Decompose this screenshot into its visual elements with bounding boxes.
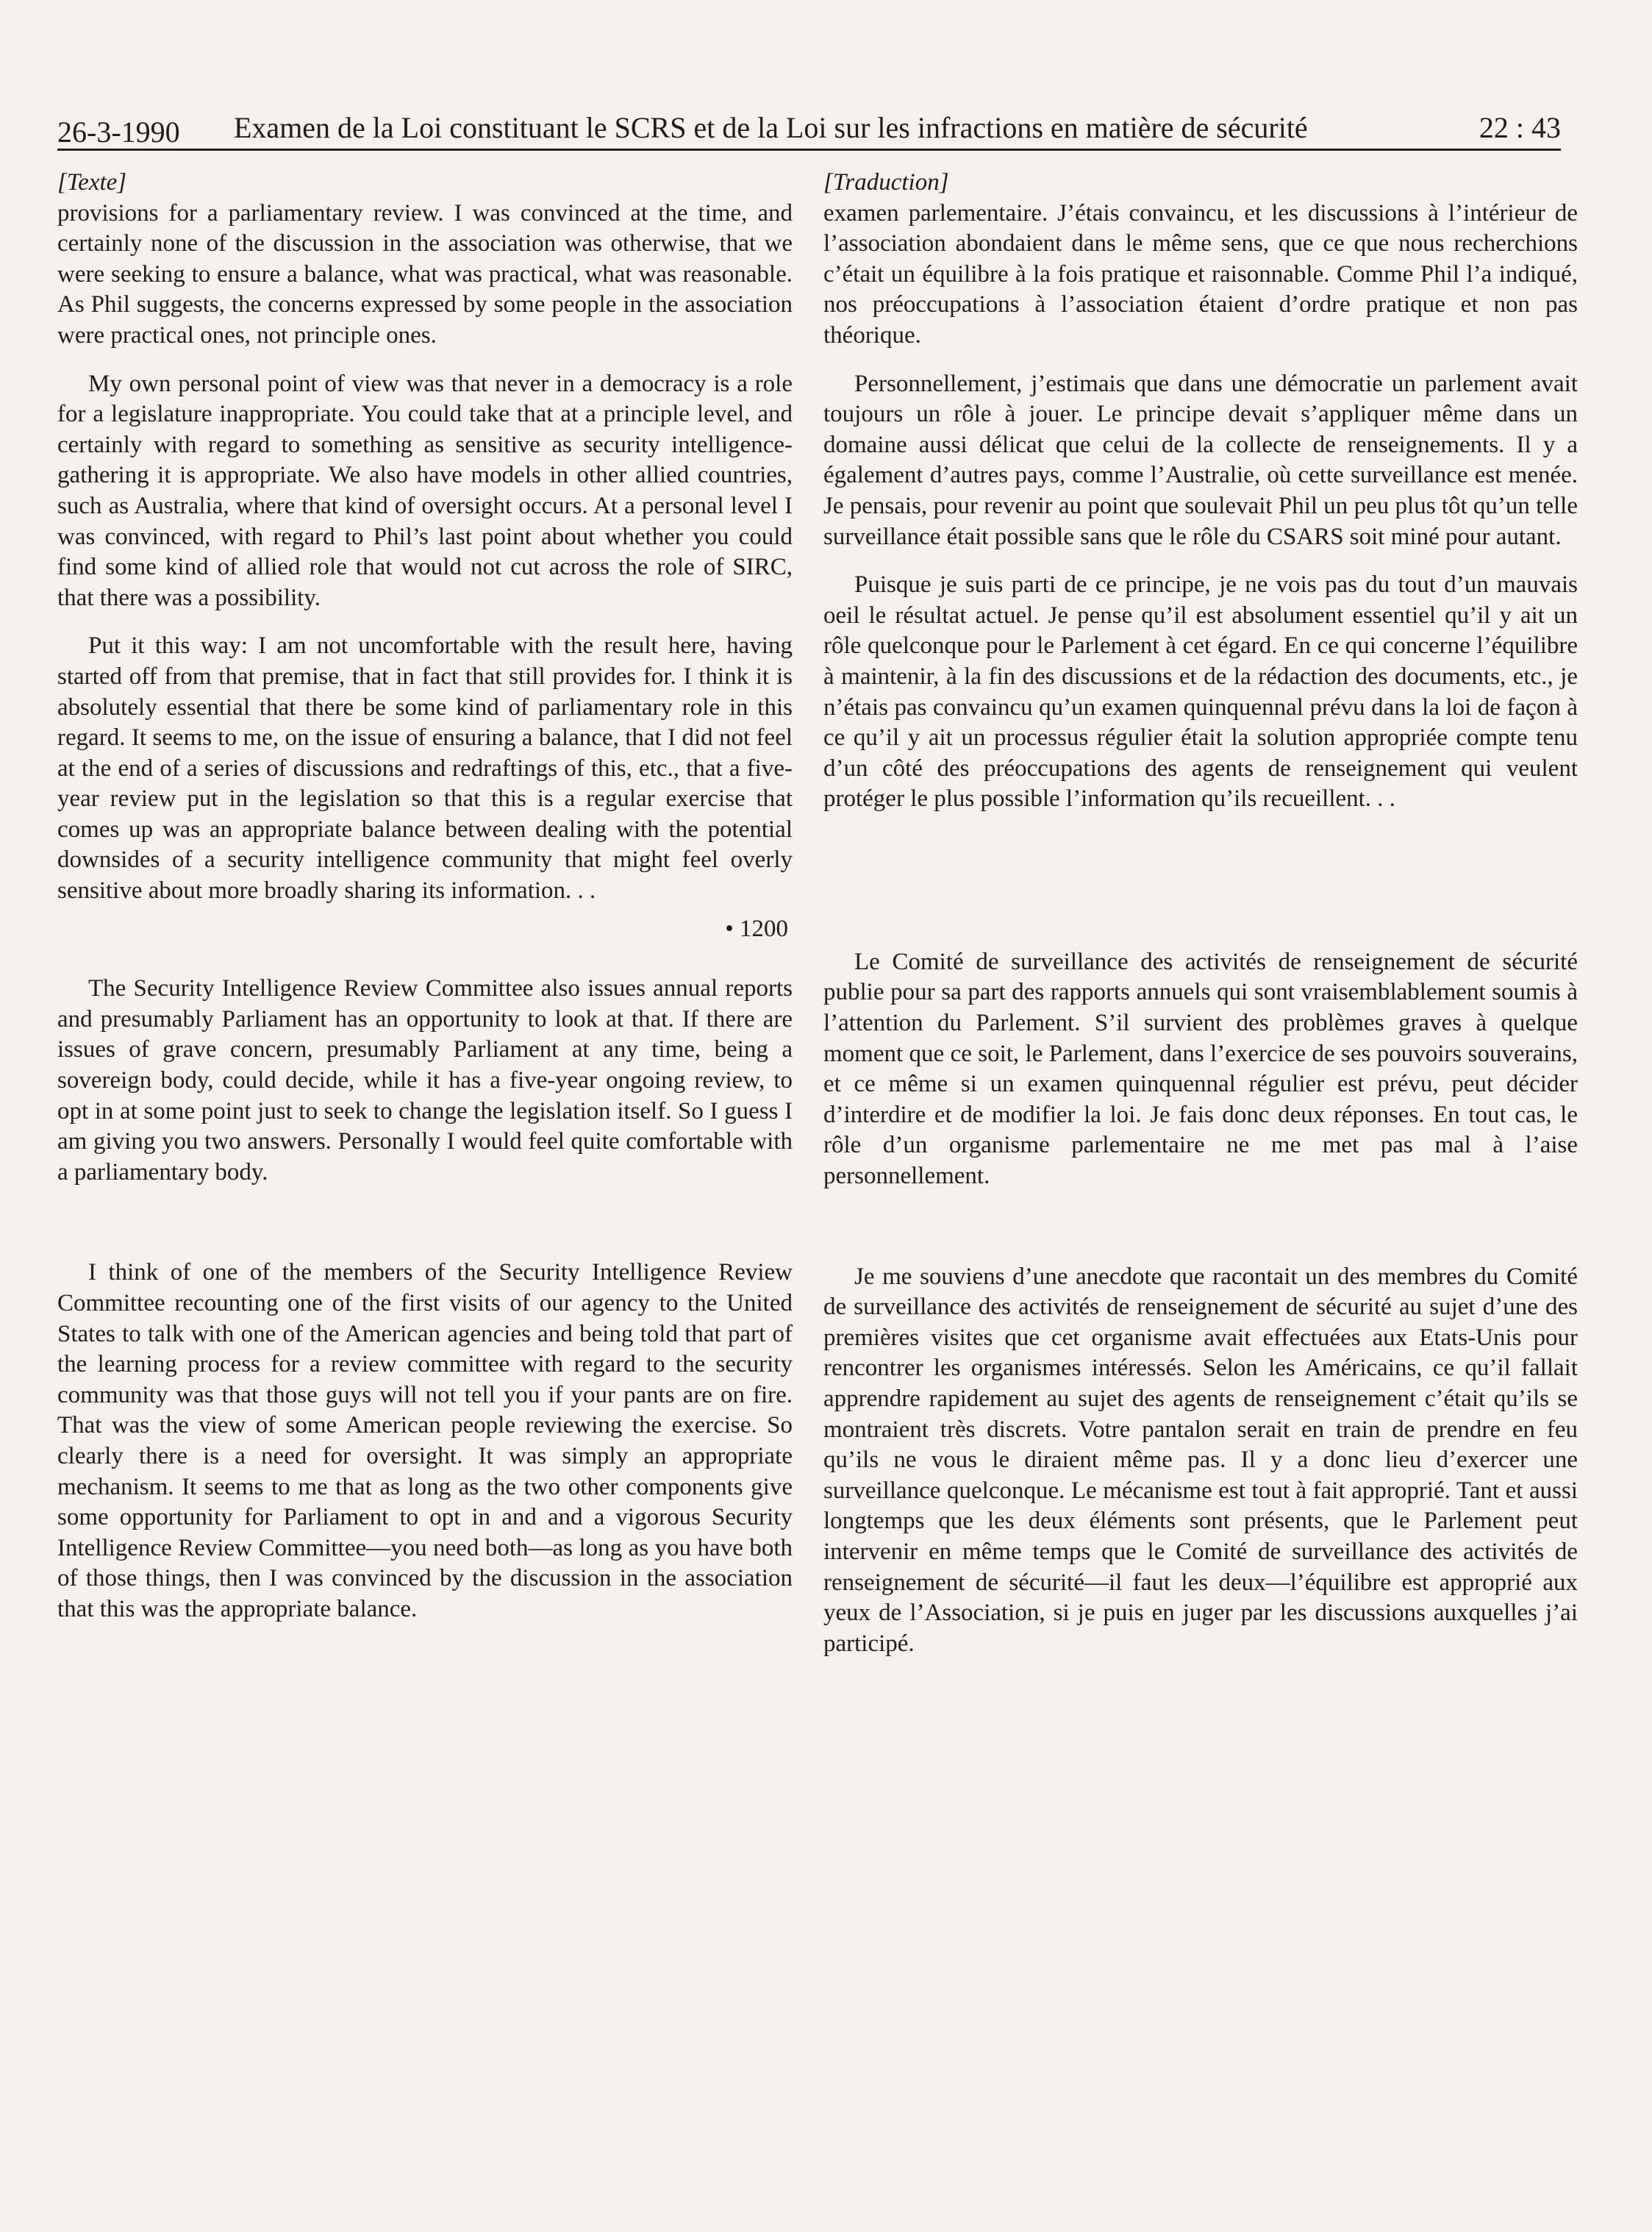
header-date: 26-3-1990 bbox=[57, 115, 180, 149]
paragraph: My own personal point of view was that never in a democracy is a role for a legislature inappropriate. You could take that at a principle level, and certainly with regard to something as sensitive as security intelligence-gathering it is appropriate. We also have models in other allied countries, such as Australia, where that kind of oversight occurs. At a personal level I was convinced, with regard to Phil’s last point about whether you could find some kind of allied role that would not cut across the role of SIRC, that there was a possibility. bbox=[57, 370, 793, 611]
page-header bbox=[57, 110, 1561, 149]
paragraph: I think of one of the members of the Security Intelligence Review Committee recounting one of the first visits of our agency to the United States to talk with one of the American agencies and being told that part of the learning process for a review committee with regard to the security community was that those guys will not tell you if your pants are on fire. That was the view of some American people reviewing the exercise. So clearly there is a need for oversight. It was simply an appropriate mechanism. It seems to me that as long as the two other components give some opportunity for Parliament to opt in and and a vigorous Security Intelligence Review Committee—you need both—as long as you have both of those things, then I was convinced by the discussion in the association that this was the appropriate balance. bbox=[57, 1259, 793, 1622]
header-page-number: 22 : 43 bbox=[1478, 111, 1561, 144]
paragraph: Puisque je suis parti de ce principe, je ne vois pas du tout d’un mauvais oeil le résultat actuel. Je pense qu’il est absolument essentiel qu’il y ait un rôle quelconque pour le Parlement à cet égard. En ce qui concerne l’équilibre à maintenir, à la fin des discussions et de la rédaction des documents, etc., je n’étais pas convaincu qu’un examen quinquennal prévu dans la loi de façon à ce qu’il y ait un processus régulier était la solution appropriée compte tenu d’un côté des préoccupations des agents de renseignement qui veulent protéger le plus possible l’information qu’ils recueillent. . . bbox=[823, 571, 1578, 813]
english-column bbox=[57, 168, 793, 1625]
paragraph: Put it this way: I am not uncomfortable with the result here, having started off from that premise, that in fact that still provides for. I think it is absolutely essential that there be some kind of parliamentary role in this regard. It seems to me, on the issue of ensuring a balance, that I did not feel at the end of a series of discussions and redraftings of this, etc., that a five-year review put in the legislation so that this is a regular exercise that comes up was an appropriate balance between dealing with the potential downsides of a security intelligence community that might feel overly sensitive about more broadly sharing its information. . . bbox=[57, 632, 793, 905]
time-marker: • 1200 bbox=[725, 915, 788, 942]
paragraph: Personnellement, j’estimais que dans une démocratie un parlement avait toujours un rôle à jouer. Le principe devait s’appliquer même dans un domaine aussi délicat que celui de la collecte de renseignements. Il y a également d’autres pays, comme l’Australie, où cette surveillance est menée. Je pensais, pour revenir au point que soulevait Phil un peu plus tôt qu’un telle surveillance était possible sans que le rôle du CSARS soit miné pour autant. bbox=[823, 370, 1578, 550]
column-label-traduction: [Traduction] bbox=[823, 169, 949, 196]
column-label-texte: [Texte] bbox=[57, 169, 127, 196]
paragraph: The Security Intelligence Review Committee also issues annual reports and presumably Parliament has an opportunity to look at that. If there are issues of grave concern, presumably Parliament at any time, being a sovereign body, could decide, while it has a five-year ongoing review, to opt in at some point just to seek to change the legislation itself. So I guess I am giving you two answers. Personally I would feel quite comfortable with a parliamentary body. bbox=[57, 975, 793, 1185]
paragraph: provisions for a parliamentary review. I was convinced at the time, and certainly none of the discussion in the association was otherwise, that we were seeking to ensure a balance, what was practical, what was reasonable. As Phil suggests, the concerns expressed by some people in the association were practical ones, not principle ones. bbox=[57, 199, 793, 349]
paragraph: Je me souviens d’une anecdote que racontait un des membres du Comité de surveillance des activités de renseignement de sécurité au sujet d’une des premières visites que cet organisme avait effectuées aux Etats-Unis pour rencontrer les organismes intéressés. Selon les Américains, ce qu’il fallait apprendre rapidement au sujet des agents de renseignement c’était qu’ils se montraient très discrets. Votre pantalon serait en train de prendre en feu qu’ils ne vous le diraient même pas. Il y a donc lieu d’exercer une surveillance quelconque. Le mécanisme est tout à fait approprié. Tant et aussi longtemps que les deux éléments sont présents, que le Parlement peut intervenir en même temps que le Comité de surveillance des activités de renseignement de sécurité—il faut les deux—l’équilibre est approprié aux yeux de l’Association, si je puis en juger par les discussions auxquelles j’ai participé. bbox=[823, 1263, 1578, 1657]
header-title: Examen de la Loi constituant le SCRS et de la Loi sur les infractions en matière de sécurité bbox=[234, 111, 1308, 144]
paragraph: examen parlementaire. J’étais convaincu, et les discussions à l’intérieur de l’association abondaient dans le même sens, que ce que nous recherchions c’était un équilibre à la fois pratique et raisonnable. Comme Phil l’a indiqué, nos préoccupations à l’association étaient d’ordre pratique et non pas théorique. bbox=[823, 199, 1578, 349]
paragraph: Le Comité de surveillance des activités de renseignement de sécurité publie pour sa part des rapports annuels qui sont vraisemblablement soumis à l’attention du Parlement. S’il survient des problèmes graves à quelque moment que ce soit, le Parlement, dans l’exercice de ses pouvoirs souverains, et ce même si un examen quinquennal régulier est prévu, peut décider d’interdire et de modifier la loi. Je fais donc deux réponses. En tout cas, le rôle d’un organisme parlementaire ne me met pas mal à l’aise personnellement. bbox=[823, 948, 1578, 1190]
french-column bbox=[823, 168, 1578, 1659]
header-rule bbox=[57, 149, 1561, 151]
